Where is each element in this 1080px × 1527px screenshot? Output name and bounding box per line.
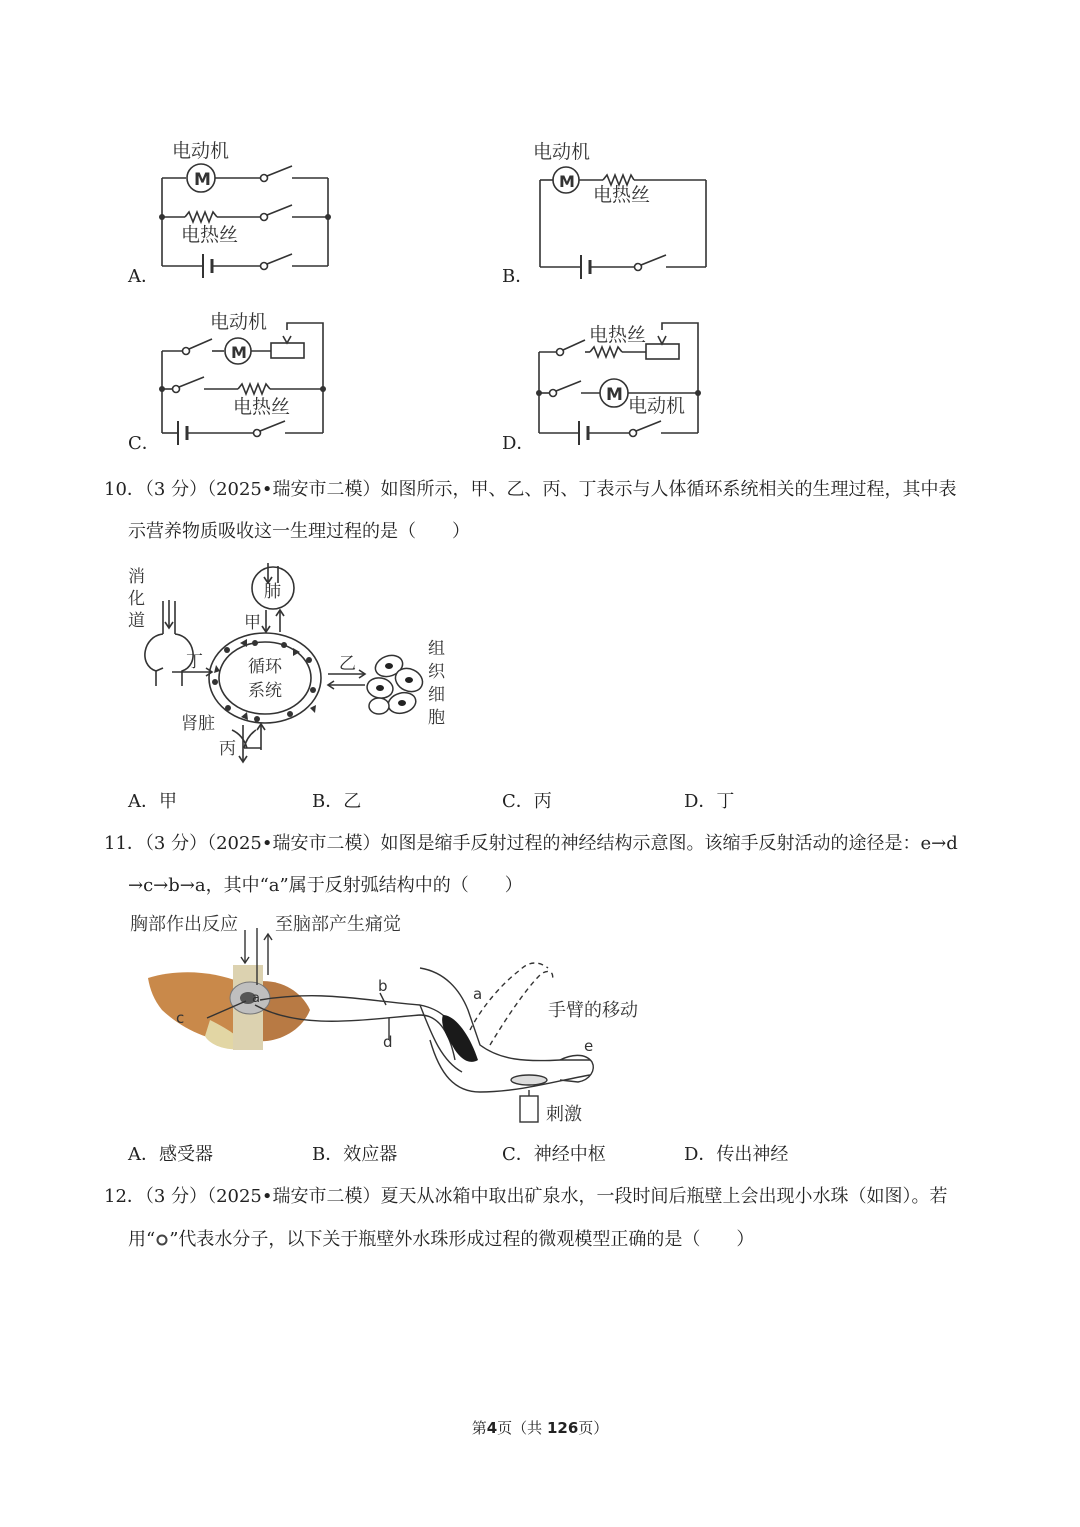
option-letter-b: B． — [502, 266, 534, 287]
q12-stem-line1: 12．（3 分）（2025•瑞安市二模）夏天从冰箱中取出矿泉水，一段时间后瓶壁上会出现小水珠（如图）。若 — [104, 1186, 948, 1207]
digestive-label-1: 消 — [128, 567, 145, 587]
footer-total-pages: 126 — [546, 1419, 579, 1437]
q10-option-c[interactable]: C．丙 — [502, 791, 552, 812]
digestive-label-3: 道 — [128, 611, 145, 631]
footer-mid: 页（共 — [497, 1419, 547, 1437]
q11-option-c[interactable]: C．神经中枢 — [502, 1144, 606, 1165]
water-molecule-icon — [155, 1233, 169, 1247]
q11-stem-line2: →c→b→a，其中“a”属于反射弧结构中的（ ） — [128, 875, 523, 896]
motor-symbol: M — [559, 172, 575, 191]
option-letter-a: A． — [128, 266, 159, 287]
option-letter-c: C． — [128, 433, 160, 454]
q11-stem-line1: 11．（3 分）（2025•瑞安市二模）如图是缩手反射过程的神经结构示意图。该缩手反射活动的途径是：e→d — [104, 833, 958, 854]
bing-label: 丙 — [219, 739, 236, 759]
heater-label: 电热丝 — [593, 184, 651, 206]
footer-post: 页） — [578, 1419, 609, 1437]
motor-label: 电动机 — [210, 311, 268, 333]
arm-move-label: 手臂的移动 — [548, 1000, 638, 1021]
q12-stem-line2-pre: 用“ — [128, 1229, 156, 1250]
tissue-label-2: 织 — [428, 662, 445, 682]
motor-symbol: M — [194, 170, 211, 190]
motor-symbol: M — [231, 343, 247, 362]
q12-stem-line2-post: ”代表水分子，以下关于瓶壁外水珠形成过程的微观模型正确的是（ ） — [169, 1229, 755, 1250]
label-c: c — [176, 1009, 185, 1027]
label-a-arm: a — [473, 985, 483, 1003]
brain-pain-label: 至脑部产生痛觉 — [275, 914, 401, 935]
heater-label: 电热丝 — [589, 324, 647, 346]
footer-page-number: 4 — [486, 1419, 498, 1437]
q11-option-b[interactable]: B．效应器 — [312, 1144, 398, 1165]
digestive-label-2: 化 — [128, 589, 145, 609]
q12-stem-line2 — [128, 1228, 754, 1252]
tissue-label-4: 胞 — [428, 708, 445, 728]
motor-label: 电动机 — [172, 140, 230, 162]
q11-option-a[interactable]: A．感受器 — [128, 1144, 213, 1165]
tissue-label-1: 组 — [428, 639, 445, 659]
yi-label: 乙 — [339, 654, 356, 674]
page-footer — [0, 1417, 1080, 1438]
motor-label: 电动机 — [628, 395, 686, 417]
label-d: d — [383, 1033, 393, 1051]
heater-label: 电热丝 — [233, 396, 291, 418]
ding-label: 丁 — [186, 652, 203, 672]
q10-stem-line1: 10．（3 分）（2025•瑞安市二模）如图所示，甲、乙、丙、丁表示与人体循环系统相关的生理过程，其中表 — [104, 479, 957, 500]
q10-option-b[interactable]: B．乙 — [312, 791, 362, 812]
q10-stem-line2: 示营养物质吸收这一生理过程的是（ ） — [128, 521, 470, 542]
label-a-top: a — [252, 991, 260, 1006]
label-e: e — [584, 1037, 594, 1055]
tissue-label-3: 细 — [428, 685, 445, 705]
motor-label: 电动机 — [533, 141, 591, 163]
option-letter-d: D． — [502, 433, 535, 454]
chest-reaction-label: 胸部作出反应 — [130, 914, 238, 935]
label-b: b — [378, 977, 388, 995]
footer-pre: 第 — [471, 1419, 487, 1437]
circulation-label-1: 循环 — [248, 657, 282, 677]
q10-option-d[interactable]: D．丁 — [684, 791, 735, 812]
motor-symbol: M — [606, 385, 623, 405]
kidney-label: 肾脏 — [181, 714, 215, 734]
circulation-label-2: 系统 — [248, 681, 282, 701]
q11-option-d[interactable]: D．传出神经 — [684, 1144, 789, 1165]
q10-option-a[interactable]: A．甲 — [128, 791, 177, 812]
lung-label: 肺 — [264, 582, 281, 602]
stimulus-label: 刺激 — [546, 1104, 582, 1125]
heater-label: 电热丝 — [181, 224, 239, 246]
jia-label: 甲 — [244, 613, 261, 633]
